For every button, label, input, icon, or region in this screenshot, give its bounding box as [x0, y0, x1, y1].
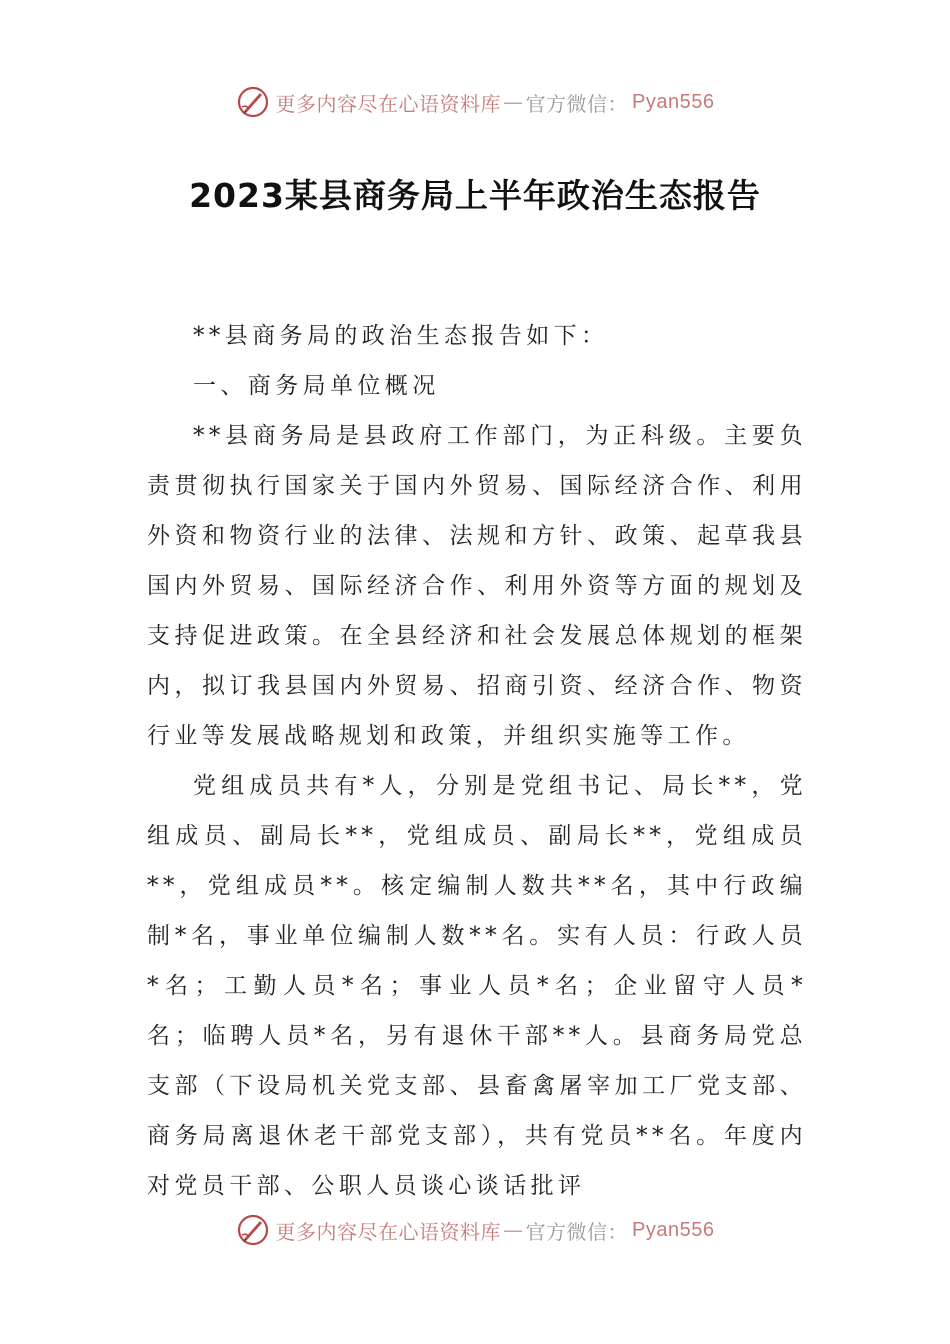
paragraph-overview: **县商务局是县政府工作部门，为正科级。主要负责贯彻执行国家关于国内外贸易、国际经济合作、利用外资和物资行业的法律、法规和方针、政策、起草我县国内外贸易、国际经济合作、利用外资等方面的规划及支持促进政策。在全县经济和社会发展总体规划的框架内，拟订我县国内外贸易、招商引资、经济合作、物资行业等发展战略规划和政策，并组织实施等工作。 — [147, 423, 807, 749]
footer-watermark-banner — [0, 1210, 950, 1250]
banner-official-label: 官方微信： — [525, 91, 629, 116]
paragraph-intro: **县商务局的政治生态报告如下： — [193, 323, 609, 349]
document-body — [147, 311, 807, 1211]
banner-site-text: 更多内容尽在心语资料库 — [275, 1219, 502, 1244]
banner-site-text: 更多内容尽在心语资料库 — [275, 91, 502, 116]
document-title: 2023某县商务局上半年政治生态报告 — [189, 176, 761, 215]
banner-wechat-id: Pyan556 — [632, 90, 715, 113]
banner-dash: — — [503, 90, 524, 114]
banner-official-label: 官方微信： — [525, 1219, 629, 1244]
quill-pen-logo-icon — [236, 1213, 270, 1247]
quill-pen-logo-icon — [236, 85, 270, 119]
paragraph-staffing: 党组成员共有*人，分别是党组书记、局长**，党组成员、副局长**，党组成员、副局长**，党组成员**，党组成员**。核定编制人数共**名，其中行政编制*名，事业单位编制人数**名。实有人员：行政人员*名；工勤人员*名；事业人员*名；企业留守人员*名；临聘人员*名，另有退休干部**人。县商务局党总支部（下设局机关党支部、县畜禽屠宰加工厂党支部、商务局离退休老干部党支部），共有党员**名。年度内对党员干部、公职人员谈心谈话批评 — [147, 773, 807, 1199]
banner-wechat-id: Pyan556 — [632, 1218, 715, 1241]
section-heading: 一、商务局单位概况 — [193, 373, 440, 399]
header-watermark-banner — [0, 82, 950, 122]
banner-dash: — — [503, 1218, 524, 1242]
